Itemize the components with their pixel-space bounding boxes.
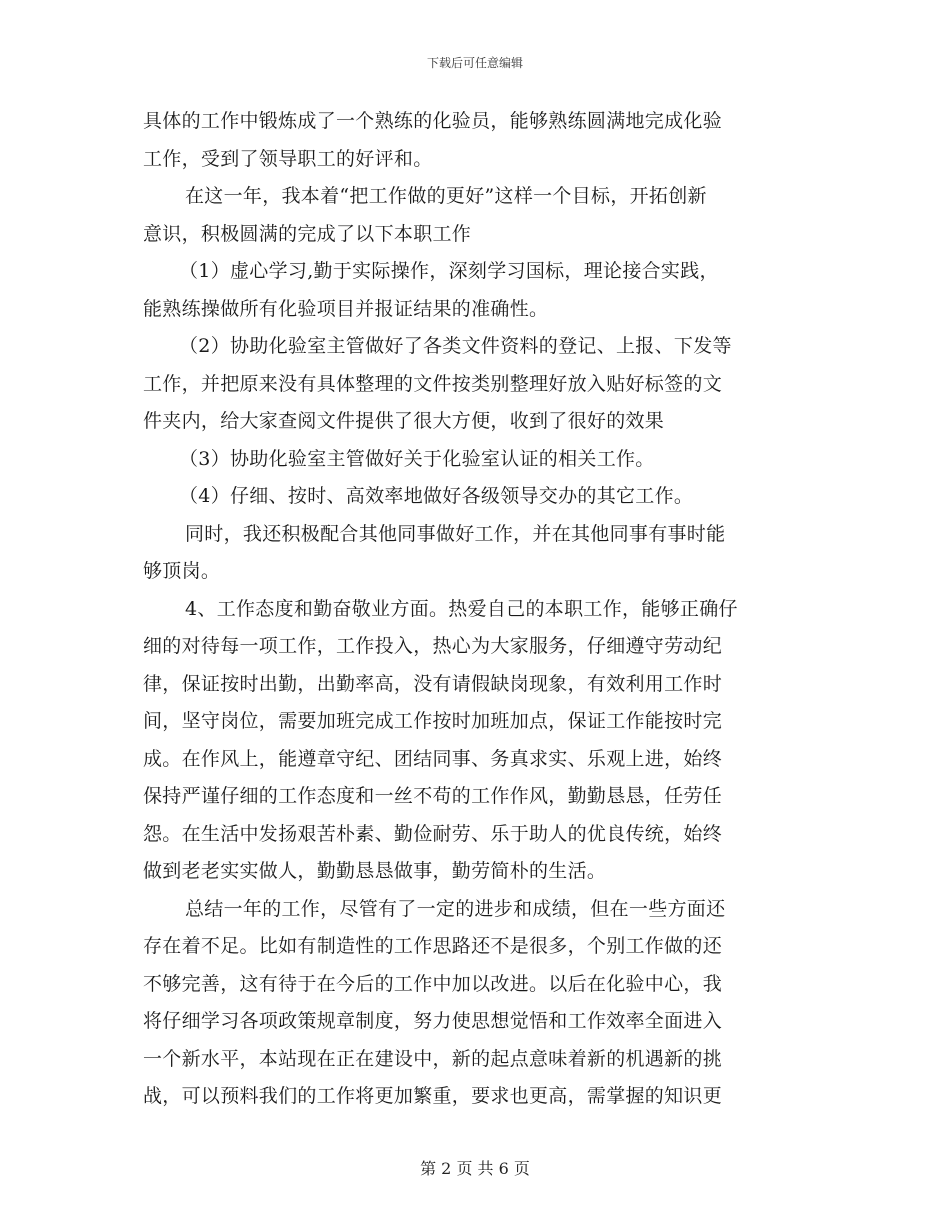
text-line: 具体的工作中锻炼成了一个熟练的化验员，能够熟练圆满地完成化验 (143, 110, 723, 132)
text-line: 够顶岗。 (143, 560, 221, 582)
text-line: 4、工作态度和勤奋敬业方面。热爱自己的本职工作，能够正确仔 (185, 597, 738, 620)
text-line: 律，保证按时出勤，出勤率高，没有请假缺岗现象，有效利用工作时 (143, 672, 723, 695)
text-line: 工作，并把原来没有具体整理的文件按类别整理好放入贴好标签的文 (143, 372, 723, 395)
text-line: 成。在作风上，能遵章守纪、团结同事、务真求实、乐观上进，始终 (143, 747, 723, 770)
text-line: （3）协助化验室主管做好关于化验室认证的相关工作。 (179, 447, 655, 470)
text-line: 不够完善，这有待于在今后的工作中加以改进。以后在化验中心，我 (143, 972, 723, 995)
text-line: 细的对待每一项工作，工作投入，热心为大家服务，仔细遵守劳动纪 (143, 635, 723, 657)
page-header: 下载后可任意编辑 (426, 56, 523, 70)
text-line: （2）协助化验室主管做好了各类文件资料的登记、上报、下发等 (179, 335, 732, 357)
text-line: 件夹内，给大家查阅文件提供了很大方便，收到了很好的效果 (143, 410, 665, 432)
text-line: 一个新水平，本站现在正在建设中，新的起点意味着新的机遇新的挑 (143, 1047, 723, 1070)
text-line: 间，坚守岗位，需要加班完成工作按时加班加点，保证工作能按时完 (143, 710, 723, 732)
text-line: 保持严谨仔细的工作态度和一丝不苟的工作作风，勤勤恳恳，任劳任 (143, 785, 723, 807)
text-line: 将仔细学习各项政策规章制度，努力使思想觉悟和工作效率全面进入 (143, 1010, 723, 1032)
text-line: 同时，我还积极配合其他同事做好工作，并在其他同事有事时能 (185, 522, 726, 545)
text-line: 存在着不足。比如有制造性的工作思路还不是很多，个别工作做的还 (143, 935, 723, 957)
page-footer: 第 2 页 共 6 页 (420, 1159, 530, 1178)
text-line: 怨。在生活中发扬艰苦朴素、勤俭耐劳、乐于助人的优良传统，始终 (143, 822, 723, 845)
text-line: 做到老老实实做人，勤勤恳恳做事，勤劳简朴的生活。 (143, 860, 607, 882)
text-line: 在这一年，我本着“把工作做的更好”这样一个目标，开拓创新 (185, 185, 707, 207)
text-line: （4）仔细、按时、高效率地做好各级领导交办的其它工作。 (179, 485, 694, 507)
text-line: （1）虚心学习,勤于实际操作，深刻学习国标，理论接合实践， (179, 260, 719, 282)
document-body (143, 103, 805, 1116)
text-line: 总结一年的工作，尽管有了一定的进步和成绩，但在一些方面还 (185, 897, 726, 920)
text-line: 能熟练操做所有化验项目并报证结果的准确性。 (143, 297, 549, 320)
text-line: 战，可以预料我们的工作将更加繁重，要求也更高，需掌握的知识更 (143, 1085, 723, 1107)
text-line: 意识，积极圆满的完成了以下本职工作 (143, 222, 472, 245)
text-line: 工作，受到了领导职工的好评和。 (143, 147, 433, 170)
